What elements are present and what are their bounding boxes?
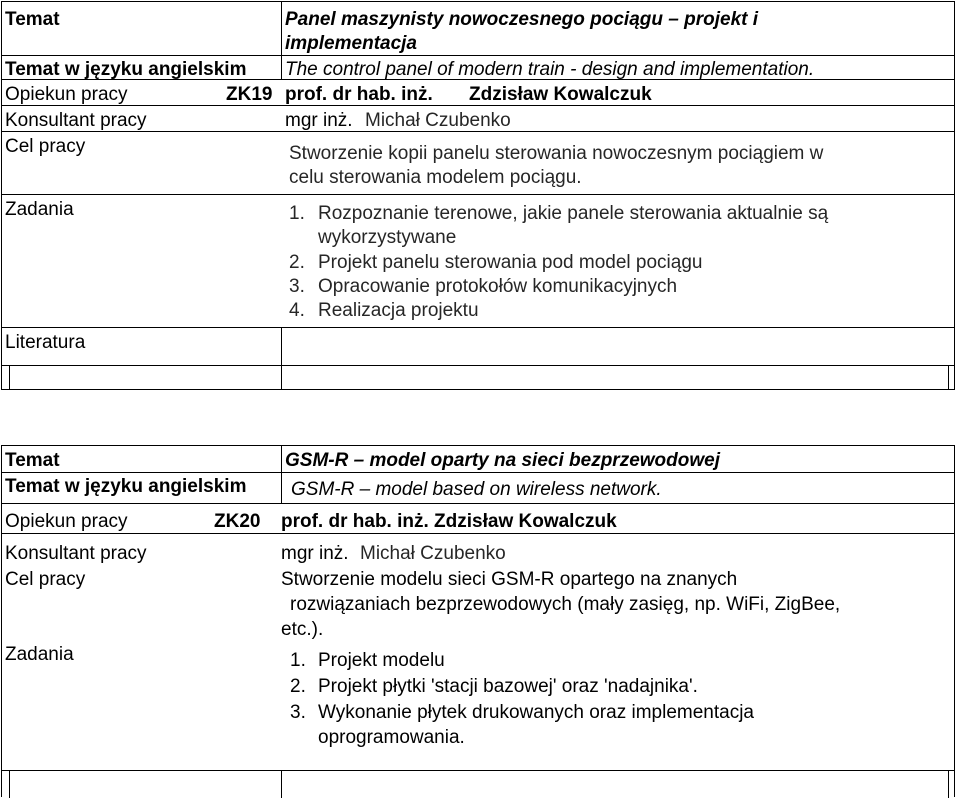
task-2-text: Projekt płytki 'stacji bazowej' oraz 'nadajnika'. (318, 676, 698, 697)
label-literatura: Literatura (5, 332, 86, 353)
cell-mark-left (9, 366, 10, 390)
project-title-line1: Panel maszynisty nowoczesnego pociągu – projekt i (285, 9, 759, 30)
column-divider-lower (281, 328, 282, 390)
cell-mark-right (948, 770, 949, 798)
row-bottom-line (2, 770, 954, 771)
goal-line1: Stworzenie modelu sieci GSM-R opartego na znanych (281, 569, 738, 590)
project-code: ZK20 (214, 511, 261, 532)
column-divider (281, 2, 282, 80)
label-temat: Temat (5, 450, 60, 471)
consultant-name: Michał Czubenko (365, 110, 511, 131)
task-1-cont: wykorzystywane (318, 227, 457, 248)
consultant-prefix: mgr inż. (285, 110, 353, 131)
row-literature (2, 328, 954, 366)
goal-line3: etc.). (281, 619, 324, 640)
label-cel: Cel pracy (5, 569, 86, 590)
column-divider-lower (281, 770, 282, 798)
cell-mark-right (948, 366, 949, 390)
label-konsultant: Konsultant pracy (5, 110, 147, 131)
project-title: GSM-R – model oparty na sieci bezprzewodowej (285, 450, 720, 471)
supervisor: prof. dr hab. inż. Zdzisław Kowalczuk (281, 511, 617, 532)
task-1-text: Rozpoznanie terenowe, jakie panele sterowania aktualnie są (318, 203, 829, 224)
cell-mark-left (9, 770, 10, 798)
label-zadania: Zadania (5, 199, 74, 220)
label-temat-en: Temat w języku angielskim (5, 476, 247, 497)
project-card-zk20 (1, 445, 955, 797)
task-3-text: Opracowanie protokołów komunikacyjnych (318, 276, 678, 297)
goal-line2: celu sterowania modelem pociągu. (289, 167, 582, 188)
label-opiekun: Opiekun pracy (5, 84, 128, 105)
task-4-num: 4. (289, 300, 305, 321)
task-3-num: 3. (290, 702, 306, 723)
task-1-text: Projekt modelu (318, 650, 445, 671)
column-divider (281, 446, 282, 504)
project-card-zk19 (1, 1, 955, 390)
label-temat-en: Temat w języku angielskim (5, 59, 247, 80)
task-1-num: 1. (290, 650, 306, 671)
task-2-text: Projekt panelu sterowania pod model pociągu (318, 252, 703, 273)
label-konsultant: Konsultant pracy (5, 543, 147, 564)
task-2-num: 2. (289, 252, 305, 273)
goal-line2: rozwiązaniach bezprzewodowych (mały zasięg, np. WiFi, ZigBee, (290, 594, 841, 615)
consultant-prefix: mgr inż. (281, 543, 349, 564)
label-cel: Cel pracy (5, 136, 86, 157)
task-3-cont: oprogramowania. (318, 727, 465, 748)
supervisor-prefix: prof. dr hab. inż. (285, 84, 433, 105)
supervisor-name: Zdzisław Kowalczuk (469, 84, 652, 105)
label-zadania: Zadania (5, 644, 74, 665)
task-2-num: 2. (290, 676, 306, 697)
label-opiekun: Opiekun pracy (5, 511, 128, 532)
consultant-name: Michał Czubenko (360, 543, 506, 564)
project-title-en: GSM-R – model based on wireless network. (291, 479, 662, 500)
goal-line1: Stworzenie kopii panelu sterowania nowoczesnym pociągiem w (289, 143, 824, 164)
task-4-text: Realizacja projektu (318, 300, 479, 321)
project-title-line2: implementacja (285, 33, 417, 54)
task-3-num: 3. (289, 276, 305, 297)
project-title-en: The control panel of modern train - design and implementation. (285, 59, 815, 80)
task-3-text: Wykonanie płytek drukowanych oraz implementacja (318, 702, 754, 723)
label-temat: Temat (5, 9, 60, 30)
task-1-num: 1. (289, 203, 305, 224)
project-code: ZK19 (226, 84, 273, 105)
